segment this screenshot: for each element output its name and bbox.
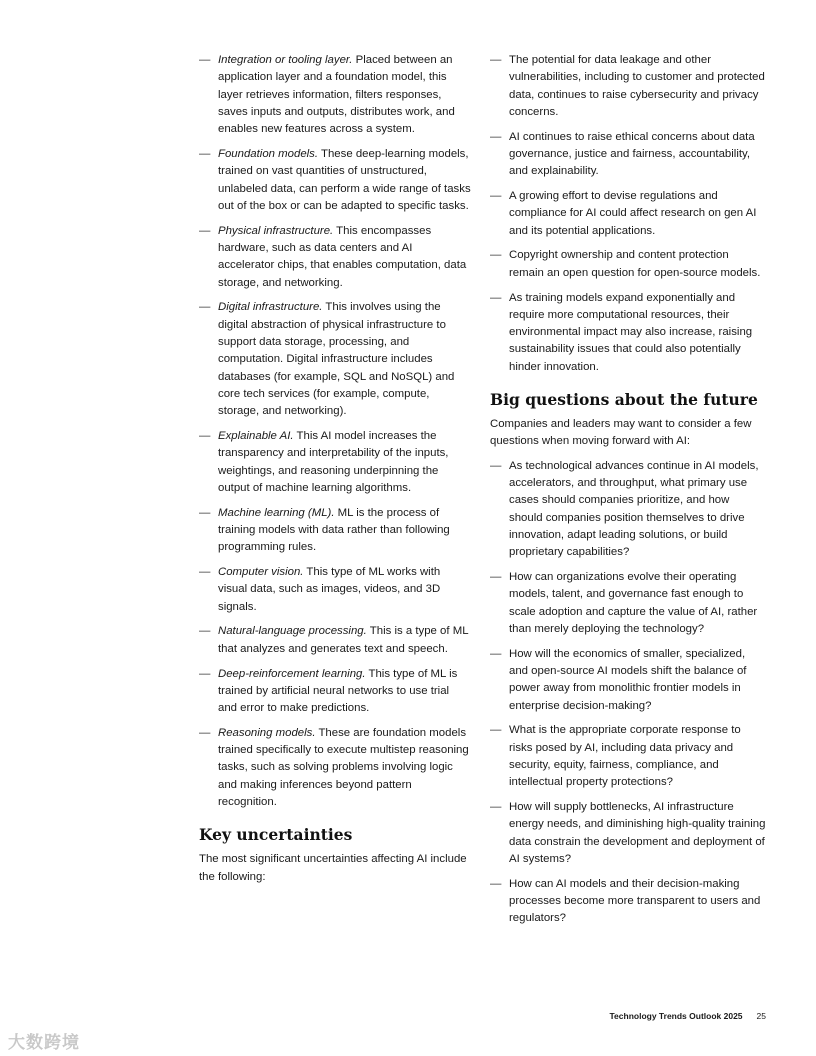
list-term: Integration or tooling layer. <box>218 54 353 66</box>
list-item: — As training models expand exponentially and require more computational resources, their environmental impact may also increase, raising sustainability issues that could also potentially hinder innovation. <box>490 290 766 376</box>
list-item <box>199 564 471 616</box>
list-item <box>199 223 471 292</box>
list-item <box>199 52 471 138</box>
list-item: — How will supply bottlenecks, AI infrastructure energy needs, and diminishing high-quality training data constrain the development and deployment of AI systems? <box>490 799 766 868</box>
list-item: — AI continues to raise ethical concerns about data governance, justice and fairness, accountability, and explainability. <box>490 129 766 181</box>
list-item: — How can organizations evolve their operating models, talent, and governance fast enough to scale adoption and capture the value of AI, rather than merely deploying the technology? <box>490 569 766 638</box>
list-item: — What is the appropriate corporate response to risks posed by AI, including data privacy and security, equity, fairness, compliance, and intellectual property protections? <box>490 722 766 791</box>
key-uncertainties-heading: Key uncertainties <box>199 825 353 845</box>
uncertainties-list <box>490 52 766 376</box>
list-text: This encompasses hardware, such as data centers and AI accelerator chips, that enables computation, data storage, and networking. <box>218 224 467 289</box>
list-item: — The potential for data leakage and other vulnerabilities, including to customer and protected data, continues to raise cybersecurity and privacy concerns. <box>490 52 766 121</box>
key-uncertainties-intro: The most significant uncertainties affecting AI include the following: <box>199 853 467 883</box>
right-column <box>490 52 766 935</box>
list-item: — A growing effort to devise regulations and compliance for AI could affect research on gen AI and its potential applications. <box>490 188 766 240</box>
list-text: This AI model increases the transparency and interpretability of the inputs, weightings, and reasoning underpinning the output of machine learning algorithms. <box>218 429 449 494</box>
left-column <box>199 52 471 893</box>
list-item: — How will the economics of smaller, specialized, and open-source AI models shift the balance of power away from monolithic frontier models in enterprise decision-making? <box>490 646 766 715</box>
list-text: ML is the process of training models with data rather than following programming rules. <box>218 506 450 554</box>
list-item <box>199 505 471 557</box>
list-term: Machine learning (ML). <box>218 506 335 519</box>
footer-title: Technology Trends Outlook 2025 <box>609 1011 743 1021</box>
list-text: This is a type of ML that analyzes and generates text and speech. <box>218 625 469 655</box>
list-term: Natural-language processing. <box>218 625 367 638</box>
list-term: Reasoning models. <box>218 726 316 739</box>
list-text: This type of ML works with visual data, such as images, videos, and 3D signals. <box>218 566 441 613</box>
list-item <box>199 725 471 811</box>
list-term: Foundation models. <box>218 147 319 160</box>
list-item <box>199 299 471 420</box>
list-text: These deep-learning models, trained on vast quantities of unstructured, unlabeled data, can perform a wide range of tasks out of the box or can be adapted to specific tasks. <box>218 147 471 212</box>
list-item <box>199 428 471 497</box>
list-text: Placed between an application layer and a foundation model, this layer retrieves information, filters responses, saves inputs and outputs, distributes work, and enables new features across a system. <box>218 54 455 136</box>
list-item <box>199 623 471 658</box>
big-questions-intro: Companies and leaders may want to consider a few questions when moving forward with AI: <box>490 418 752 448</box>
list-term: Digital infrastructure. <box>218 301 323 314</box>
list-text: This type of ML is trained by artificial neural networks to use trial and error to make predictions. <box>218 667 458 715</box>
list-item: — Copyright ownership and content protection remain an open question for open-source models. <box>490 247 766 282</box>
list-term: Explainable AI. <box>218 429 294 442</box>
page-footer <box>560 1011 766 1021</box>
list-text: These are foundation models trained specifically to execute multistep reasoning tasks, such as solving problems involving logic and making inferences beyond pattern recognition. <box>218 726 469 809</box>
questions-list <box>490 458 766 928</box>
list-item: — As technological advances continue in AI models, accelerators, and throughput, what primary use cases should companies prioritize, and how should companies position themselves to drive innovation, adapt leading solutions, or build proprietary capabilities? <box>490 458 766 562</box>
list-item <box>199 666 471 718</box>
big-questions-heading: Big questions about the future <box>490 390 758 410</box>
list-term: Physical infrastructure. <box>218 224 334 237</box>
definitions-list <box>199 52 471 811</box>
list-item: — How can AI models and their decision-making processes become more transparent to users and regulators? <box>490 876 766 928</box>
watermark-logo: 大数跨境 <box>8 1033 80 1052</box>
list-term: Deep-reinforcement learning. <box>218 667 366 680</box>
page-number: 25 <box>756 1011 766 1021</box>
list-item <box>199 146 471 215</box>
list-text: This involves using the digital abstraction of physical infrastructure to support data storage, processing, and computation. Digital infrastructure includes databases (for example, SQL and NoSQL) and core tech services (for example, compute, storage, and networking). <box>218 301 455 418</box>
list-term: Computer vision. <box>218 566 304 579</box>
